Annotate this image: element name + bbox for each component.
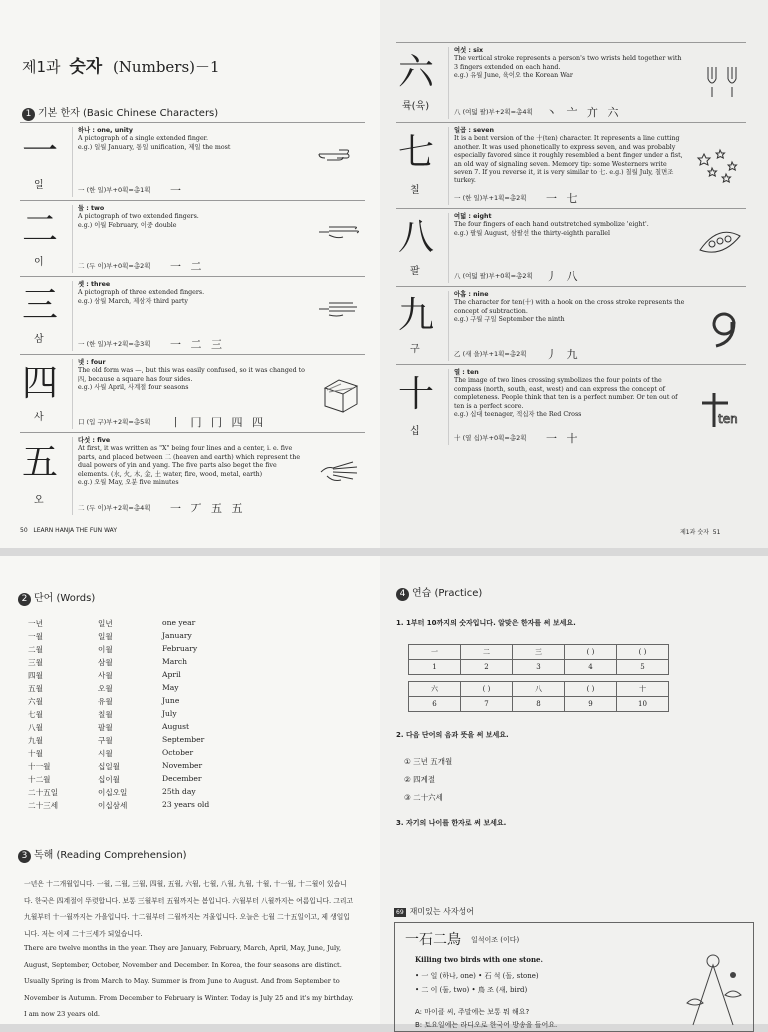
hanja-character: 二 [22, 209, 59, 250]
question-2-item: ② 四계절 [404, 775, 436, 784]
word-meaning: January [162, 631, 192, 640]
one-finger-hand-icon [317, 144, 361, 166]
stroke-order: 一 十 [546, 432, 581, 445]
reading-english: There are twelve months in the year. They are January, February, March, April, May, June, July, August, September, October, November and December. In Korea, the four seasons are distinct. Usually Spring is from March to May. Summer is from June to August. And from September to November is Autumn. From December to February is Winter. Today is July 25 and it's my birthday. I am now 23 years old. [24, 944, 354, 1018]
question-2-item: ③ 二十六세 [404, 793, 443, 802]
table-cell: 2 [461, 660, 513, 675]
word-meaning: November [162, 761, 203, 770]
description-text: The vertical stroke represents a person's two wrists held together with 3 fingers extended on each hand. e.g.) 유월 June, 육이오 the Korean War [454, 55, 682, 80]
three-finger-hand-icon [317, 298, 361, 320]
table-cell: 二 [461, 645, 513, 660]
idiom-part-2: • 二 이 (둘, two) • 鳥 조 (새, bird) [415, 986, 528, 994]
hanja-description [454, 213, 686, 238]
description-text: The four fingers of each hand outstretched symbolize 'eight'. e.g.) 팔월 August, 삼팔선 the thirty-eighth parallel [454, 221, 649, 237]
illustration [317, 458, 361, 488]
page-51 [380, 0, 768, 548]
illustration [317, 298, 361, 324]
word-row [28, 683, 288, 695]
meaning-heading: 다섯 : five [78, 437, 111, 444]
radical-formula: 一 (한 일)부+2획=총3획 [78, 340, 151, 348]
hanja-entry [396, 122, 746, 208]
word-hanja: 九월 [28, 736, 43, 745]
hanja-character: 十 [398, 374, 435, 415]
lesson-prefix: 제1과 [22, 58, 61, 76]
question-3: 3. 자기의 나이를 한자로 써 보세요. [396, 819, 507, 827]
section-basic-heading [22, 104, 218, 121]
idiom-box [394, 922, 754, 1032]
word-row [28, 631, 288, 643]
section-practice-heading [396, 584, 482, 601]
meaning-heading: 둘 : two [78, 205, 105, 212]
hanja-description [454, 291, 686, 325]
section-number: 2 [18, 593, 31, 606]
idiom-phrase: 一石二鳥 [405, 932, 461, 948]
stroke-order: 一 二 三 [170, 338, 225, 351]
page-number: 51 [712, 529, 721, 536]
word-hanja: 八월 [28, 723, 43, 732]
divider [448, 47, 449, 119]
word-hanja: 一월 [28, 632, 43, 641]
hanja-description [454, 369, 686, 419]
word-hanja: 二十五일 [28, 788, 59, 797]
hanja-reading: 사 [34, 412, 44, 423]
idiom-meaning: Killing two birds with one stone. [415, 955, 543, 964]
hanja-character: 八 [398, 217, 435, 258]
divider [448, 369, 449, 445]
page-50 [0, 0, 380, 548]
section-label: 연습 (Practice) [412, 588, 483, 599]
table-cell: 3 [513, 660, 565, 675]
number-table-2 [408, 681, 669, 712]
word-reading: 이월 [98, 645, 113, 654]
hanja-reading: 오 [34, 495, 44, 506]
word-row [28, 787, 288, 799]
description-text: The old form was —, but this was easily confused, so it was changed to 四, because a square has four sides. e.g.) 사월 April, 사계절 four seasons [78, 367, 305, 392]
radical-formula: 十 (열 십)부+0획=총2획 [454, 434, 527, 442]
word-reading: 사월 [98, 671, 113, 680]
word-row [28, 774, 288, 786]
description-text: A pictograph of three extended fingers. e.g.) 삼월 March, 제삼자 third party [78, 289, 205, 305]
radical-formula: 二 (두 이)부+0획=총2획 [78, 262, 151, 270]
table-cell: 8 [513, 697, 565, 712]
question-1: 1. 1부터 10까지의 숫자입니다. 알맞은 한자를 써 보세요. [396, 619, 576, 627]
illustration [317, 221, 361, 247]
table-row [409, 697, 669, 712]
word-row [28, 644, 288, 656]
stroke-order: 丶 亠 亣 六 [546, 106, 622, 119]
hanja-entry [20, 354, 365, 432]
word-meaning: June [162, 696, 180, 705]
chapter-name: 제1과 숫자 [680, 529, 709, 536]
word-row [28, 722, 288, 734]
hanja-entry [20, 432, 365, 518]
word-hanja: 十二월 [28, 775, 51, 784]
word-reading: 삼월 [98, 658, 113, 667]
lesson-title [22, 52, 220, 77]
section-reading-heading [18, 846, 187, 863]
word-row [28, 618, 288, 630]
illustration [319, 376, 361, 418]
word-row [28, 657, 288, 669]
radical-formula: 一 (한 일)부+0획=총1획 [78, 186, 151, 194]
word-reading: 유월 [98, 697, 113, 706]
five-finger-hand-icon [317, 458, 361, 484]
table-cell: 5 [617, 660, 669, 675]
divider [72, 205, 73, 273]
radical-formula: 八 (여덟 팔)부+2획=총4획 [454, 108, 533, 116]
hanja-reading: 칠 [410, 185, 420, 196]
word-reading: 이십오일 [98, 788, 128, 797]
word-meaning: May [162, 683, 179, 692]
meaning-heading: 셋 : three [78, 281, 111, 288]
stroke-order: 丨 冂 冂 四 四 [170, 416, 266, 429]
two-finger-hand-icon [317, 221, 361, 243]
stroke-order: 丿 九 [546, 348, 581, 361]
table-row [409, 682, 669, 697]
hanja-character: 六 [398, 52, 435, 93]
word-row [28, 748, 288, 760]
hanja-reading: 삼 [34, 334, 44, 345]
word-meaning: March [162, 657, 188, 666]
word-hanja: 二월 [28, 645, 43, 654]
word-reading: 팔월 [98, 723, 113, 732]
table-cell: 6 [409, 697, 461, 712]
book-title: LEARN HANJA THE FUN WAY [33, 527, 117, 534]
stroke-order: 一 二 [170, 260, 205, 273]
table-cell: 六 [409, 682, 461, 697]
hanja-reading: 이 [34, 257, 44, 268]
page-footer-right [680, 527, 720, 536]
hanja-entry [20, 122, 365, 200]
idiom-heading [394, 906, 474, 917]
divider [448, 213, 449, 283]
word-reading: 십일월 [98, 762, 121, 771]
meaning-heading: 하나 : one, unity [78, 127, 133, 134]
description-text: The character for ten(十) with a hook on the cross stroke represents the concept of subtraction. e.g.) 구월 구일 September the ninth [454, 299, 685, 324]
word-reading: 이십삼세 [98, 801, 128, 810]
hanja-entry [396, 286, 746, 364]
word-row [28, 709, 288, 721]
bird-stone-illustration-icon [673, 945, 751, 1031]
meaning-heading: 넷 : four [78, 359, 106, 366]
section-words-heading [18, 589, 95, 606]
word-row [28, 735, 288, 747]
hanja-character: 五 [22, 442, 59, 483]
idiom-dialog-b: B: 토요일에는 라디오로 한국어 방송을 들어요. [415, 1021, 558, 1029]
table-cell: 1 [409, 660, 461, 675]
hanja-character: 四 [22, 363, 59, 404]
hanja-entry [20, 276, 365, 354]
section-label: 독해 (Reading Comprehension) [34, 850, 187, 861]
hanja-description [454, 47, 686, 81]
illustration [317, 144, 361, 170]
page-footer-left [20, 527, 117, 534]
word-reading: 일년 [98, 619, 113, 628]
table-cell: ( ) [617, 645, 669, 660]
word-meaning: August [162, 722, 190, 731]
hanja-description [78, 281, 305, 306]
hanja-character: 三 [22, 285, 59, 326]
word-meaning: July [162, 709, 177, 718]
word-hanja: 三월 [28, 658, 43, 667]
section-label: 단어 (Words) [34, 593, 96, 604]
hanja-description [78, 359, 305, 393]
divider [72, 437, 73, 515]
table-cell: 八 [513, 682, 565, 697]
radical-formula: 一 (한 일)부+1획=총2획 [454, 194, 527, 202]
hanja-character: 一 [22, 131, 59, 172]
nine-digit-icon [706, 308, 742, 348]
word-hanja: 一년 [28, 619, 43, 628]
table-cell: 4 [565, 660, 617, 675]
hanja-character: 九 [398, 295, 435, 336]
table-cell: 十 [617, 682, 669, 697]
meaning-heading: 여덟 : eight [454, 213, 492, 220]
table-cell: 10 [617, 697, 669, 712]
table-cell: ( ) [565, 645, 617, 660]
description-text: At first, it was written as "X" being four lines and a center, i. e. five parts, and placed between 二 (heaven and earth) which represent the dual powers of yin and yang. The five parts also beget the five elements. (水, 火, 木, 金, 土 water, fire, wood, metal, earth) e.g.) 오월 May, 오분 five minutes [78, 445, 301, 487]
word-meaning: 25th day [162, 787, 196, 796]
divider [448, 127, 449, 205]
word-hanja: 十월 [28, 749, 43, 758]
hanja-description [454, 127, 686, 186]
radical-formula: 八 (여덟 팔)부+0획=총2획 [454, 272, 533, 280]
illustration [706, 308, 742, 352]
page-words-reading [0, 556, 380, 1024]
word-meaning: October [162, 748, 194, 757]
idiom-label: 재미있는 사자성어 [409, 907, 475, 916]
page-practice [380, 556, 768, 1029]
section-label: 기본 한자 (Basic Chinese Characters) [38, 108, 219, 119]
divider [72, 127, 73, 197]
meaning-heading: 아홉 : nine [454, 291, 489, 298]
idiom-dialog-a: A: 마이클 씨, 주말에는 보통 뭐 해요? [415, 1008, 530, 1016]
illustration [698, 389, 742, 433]
lesson-korean: 숫자 [69, 57, 103, 77]
hanja-entry [396, 208, 746, 286]
hanja-reading: 륙(육) [402, 101, 430, 112]
word-reading: 구월 [98, 736, 113, 745]
idiom-phrase-reading: 일석이조 (이다) [471, 936, 520, 944]
pea-pod-icon [698, 230, 742, 256]
description-text: It is a bent version of the 十(ten) character. It represents a line cutting another. It was used phonetically to express seven, and was probably especially favored since it roughly resembled a bent finger under a fist, an old way of signaling seven. Memory tip: some Westerners write seven 7. If you reverse it, it is very similar to 七. e.g.) 칠월 July, 칠면조 turkey. [454, 135, 683, 185]
divider [448, 291, 449, 361]
hanja-entry [396, 364, 746, 448]
meaning-heading: 열 : ten [454, 369, 479, 376]
table-cell: ( ) [565, 682, 617, 697]
word-row [28, 761, 288, 773]
word-meaning: 23 years old [162, 800, 210, 809]
word-hanja: 二十三세 [28, 801, 59, 810]
table-row [409, 660, 669, 675]
question-2: 2. 다음 단어의 음과 뜻을 써 보세요. [396, 731, 509, 739]
table-row [409, 645, 669, 660]
question-2-item: ① 三년 五개월 [404, 757, 453, 766]
number-table-1 [408, 644, 669, 675]
word-reading: 시월 [98, 749, 113, 758]
illustration [698, 148, 742, 188]
illustration [702, 65, 742, 103]
square-box-icon [319, 376, 361, 414]
word-reading: 십이월 [98, 775, 121, 784]
hanja-reading: 구 [410, 344, 420, 355]
word-meaning: April [162, 670, 181, 679]
radical-formula: 乙 (새 을)부+1획=총2획 [454, 350, 527, 358]
table-cell: 7 [461, 697, 513, 712]
word-row [28, 670, 288, 682]
table-cell: 一 [409, 645, 461, 660]
hanja-entry [20, 200, 365, 276]
hanja-reading: 십 [410, 426, 420, 437]
description-text: A pictograph of a single extended finger. e.g.) 일월 January, 통일 unification, 제일 the most [78, 135, 231, 151]
section-number: 3 [18, 850, 31, 863]
meaning-heading: 여섯 : six [454, 47, 484, 54]
description-text: A pictograph of two extended fingers. e.g.) 이월 February, 이중 double [78, 213, 199, 229]
word-reading: 칠월 [98, 710, 113, 719]
radical-formula: 口 (입 구)부+2획=총5획 [78, 418, 151, 426]
stroke-order: 一 丆 五 五 [170, 502, 246, 515]
two-hands-six-icon [702, 65, 742, 99]
idiom-tag: 69 [396, 909, 404, 916]
hanja-description [78, 437, 305, 487]
hanja-character: 七 [398, 132, 435, 173]
lesson-english: (Numbers)－1 [112, 58, 220, 76]
hanja-description [78, 205, 305, 230]
stroke-order: 一 七 [546, 192, 581, 205]
radical-formula: 二 (두 이)부+2획=총4획 [78, 504, 151, 512]
table-cell: 9 [565, 697, 617, 712]
stroke-order: 丿 八 [546, 270, 581, 283]
divider [72, 359, 73, 429]
meaning-heading: 일곱 : seven [454, 127, 494, 134]
word-hanja: 五월 [28, 684, 43, 693]
description-text: The image of two lines crossing symbolizes the four points of the compass (north, south, east, west) and can express the concept of completeness. People think that ten is a perfect number. Or ten out of ten is a perfect score. e.g.) 십대 teenager, 적십자 the Red Cross [454, 377, 678, 419]
svg-text:ten: ten [718, 412, 738, 426]
ten-cross-icon [698, 389, 742, 429]
table-cell: ( ) [461, 682, 513, 697]
word-meaning: December [162, 774, 202, 783]
hanja-reading: 팔 [410, 266, 420, 277]
hanja-reading: 일 [34, 180, 44, 191]
stroke-order: 一 [170, 184, 184, 197]
reading-korean: 一년은 十二개월입니다. 一월, 二월, 三월, 四월, 五월, 六월, 七월, 八월, 九월, 十월, 十一월, 十二월이 있습니다. 한국은 四계절이 뚜렷합니다. 보통 三월부터 五월까지는 봄입니다. 六월부터 八월까지는 여름입니다. 그리고 九월부터 十一월까지는 가을입니다. 十二월부터 二월까지는 겨울입니다. 오늘은 七월 二十五일이고, 제 생일입니다. 저는 이제 二十三세가 되었습니다. [24, 880, 354, 938]
word-row [28, 696, 288, 708]
word-hanja: 六월 [28, 697, 43, 706]
divider [72, 281, 73, 351]
idiom-part-1: • 一 일 (하나, one) • 石 석 (돌, stone) [415, 972, 539, 980]
word-reading: 일월 [98, 632, 113, 641]
word-hanja: 十一월 [28, 762, 51, 771]
hanja-entry [396, 42, 746, 122]
word-meaning: one year [162, 618, 196, 627]
word-meaning: February [162, 644, 198, 653]
word-hanja: 七월 [28, 710, 43, 719]
word-meaning: September [162, 735, 205, 744]
illustration [698, 230, 742, 260]
section-number: 4 [396, 588, 409, 601]
page-number: 50 [20, 527, 28, 534]
hanja-description [78, 127, 305, 152]
stars-icon [698, 148, 742, 184]
word-row [28, 800, 288, 812]
word-hanja: 四월 [28, 671, 43, 680]
table-cell: 三 [513, 645, 565, 660]
word-reading: 오월 [98, 684, 113, 693]
section-number: 1 [22, 108, 35, 121]
